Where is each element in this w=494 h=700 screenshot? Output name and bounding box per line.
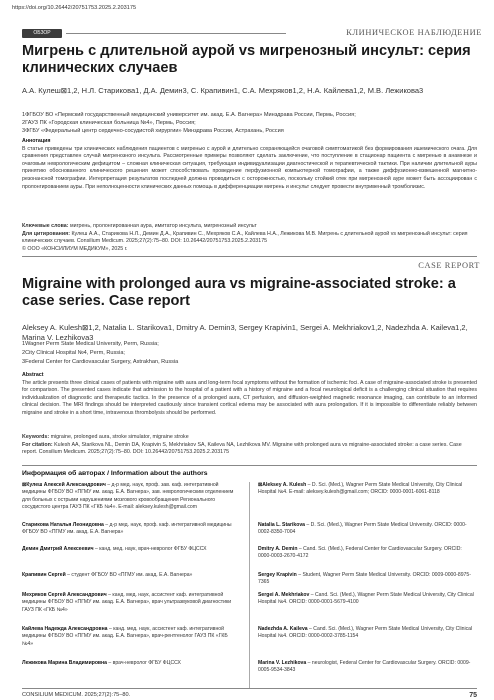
- keywords-ru-text: мигрень, пролонгированная аура, имитатор инсульта, мигренозный инсульт: [70, 223, 257, 229]
- section-header: [22, 27, 482, 41]
- author-info-ru: ⊠Кулеш Алексей Александрович – д-р мед. наук, проф. зав. каф. интегративной медицины ФГБОУ ВО «ПГМУ им. акад. Е.А. Вагнера», зав. неврологическим отделением для больных с острыми нарушениями мозгового кровообращения Регионального сосудистого центра ГАУЗ ПК «ГКБ №4». E-mail: aleksey.kulesh@gmail.com: [22, 482, 234, 510]
- doi-link[interactable]: https://doi.org/10.26442/20751753.2025.2.203175: [12, 5, 137, 11]
- citation-en-label: For citation:: [22, 441, 53, 448]
- section-label-en: CASE REPORT: [418, 261, 480, 270]
- affiliations-en: [22, 340, 477, 367]
- author-info-ru: Кайлева Надежда Александровна – канд. мед. наук, ассистент каф. интегративной медицины ФГБОУ ВО «ПГМУ им. акад. Е.А. Вагнера», врач-рентгенолог ГАУЗ ПК «ГКБ №4»: [22, 626, 228, 647]
- author-info-en: Dmitry A. Demin – Cand. Sci. (Med.), Federal Center for Cardiovascular Surgery. ORCID: 0000-0003-2670-4172: [258, 546, 462, 560]
- affiliation-ru-2: 2ГАУЗ ПК «Городская клиническая больница №4», Пермь, Россия;: [22, 120, 196, 127]
- authors-ru: А.А. Кулеш⊠1,2, Н.Л. Старикова1, Д.А. Демин3, С. Крапивин1, С.А. Мехряков1,2, Н.А. Кайлева1,2, М.В. Лежикова3: [22, 86, 424, 95]
- keywords-en-text: migraine, prolonged aura, stroke simulator, migraine stroke: [50, 434, 189, 440]
- affiliation-en-2: 2City Clinical Hospital №4, Perm, Russia;: [22, 350, 125, 356]
- author-info-ru: Мехряков Сергей Александрович – канд. мед. наук, ассистент каф. интегративной медицины ФГБОУ ВО «ПГМУ им. акад. Е.А. Вагнера», врач ультразвуковой диагностики ГАУЗ ПК «ГКБ №4»: [22, 592, 232, 613]
- abstract-en: [22, 372, 477, 418]
- author-info-en: Nadezhda A. Kaileva – Cand. Sci. (Med.), Wagner Perm State Medical University, City Clinical Hospital №4. ORCID: 0000-0002-3785-1154: [258, 626, 473, 640]
- author-info-en: ⊠Aleksey A. Kulesh – D. Sci. (Med.), Wagner Perm State Medical University, City Clinical Hospital №4. E-mail: aleksey.kulesh@gmail.com; ORCID: 0000-0001-6061-8118: [258, 482, 463, 496]
- citation-en-text: Kulesh AA, Starikova NL, Demin DA, Krapivin S, Mekhriakov SA, Kaileva NA, Lezhikova MV. Migraine with prolonged aura vs migraine-associated stroke: a case series. Case report. Consilium Medicum. 2025;27(2):75–80. DOI: 10.26442/20751753.2025.2.203175: [22, 441, 462, 455]
- affiliations-ru: [22, 111, 477, 136]
- section-label-ru: КЛИНИЧЕСКОЕ НАБЛЮДЕНИЕ: [346, 28, 482, 37]
- citation-ru-label: Для цитирования:: [22, 230, 70, 237]
- author-info-en: Marina V. Lezhikova – neurologist, Federal Center for Cardiovascular Surgery. ORCID: 0009-0005-9534-3843: [258, 660, 471, 674]
- footer-journal: CONSILIUM MEDICUM. 2025;27(2):75–80.: [22, 692, 131, 698]
- keywords-en-label: Keywords:: [22, 434, 50, 440]
- abstract-en-text: The article presents three clinical cases of patients with migraine with aura and long-term focal symptoms without the formation of ischemic foci. A case of migraine-associated stroke is presented for comparison. The presented cases indicate that admission to the hospital of a patient with a history of migraine and a focal neurological deficit is a challenging clinical situation that requires individualization of diagnostic and therapeutic tactics. In the presence of a prolonged aura, CT perfusion, and diffusion-weighted magnetic resonance imaging, can contribute to an informed clinical decision. The MRI findings should be interpreted cautiously since transient cortical edema may be associated with aura prolongation. If it is impossible to differentiate reliably between migraine and stroke in a short time, intravenous thrombolysis should be performed.: [22, 379, 477, 416]
- author-info-ru: Крапивин Сергей – студент ФГБОУ ВО «ПГМУ им. акад. Е.А. Вагнера»: [22, 572, 193, 578]
- keywords-ru: [22, 223, 477, 253]
- keywords-en: [22, 434, 477, 457]
- keywords-ru-label: Ключевые слова:: [22, 223, 69, 229]
- affiliation-en-3: 3Federal Center for Cardiovascular Surgery, Astrakhan, Russia: [22, 359, 179, 365]
- abstract-en-label: Abstract: [22, 372, 44, 378]
- language-divider: [22, 256, 477, 257]
- article-title-ru: Мигрень с длительной аурой vs мигренозный инсульт: серия клинических случаев: [22, 43, 471, 76]
- author-info-en: Sergey Krapivin – Student, Wagner Perm State Medical University. ORCID: 0009-0000-8975-7365: [258, 572, 471, 586]
- article-title-en: Migraine with prolonged aura vs migraine-associated stroke: a case series. Case report: [22, 276, 456, 309]
- author-info-title: Информация об авторах / Information about the authors: [22, 465, 477, 477]
- author-info-en: Natalia L. Starikova – D. Sci. (Med.), Wagner Perm State Medical University. ORCID: 0000-0002-8350-7004: [258, 522, 467, 536]
- abstract-ru-text: В статье приведены три клинических наблюдения пациентов с мигренью с аурой и длительно сохраняющейся очаговой симптоматикой без формирования ишемического очага. Для сравнения представлен случай мигренозного инсульта. Рассмотренные примеры позволяют сделать заключение, что поступление в стационар пациента с мигренью в анамнезе и очаговым неврологическим дефицитом – сложная клиническая ситуация, требующая индивидуализации диагностической и терапевтической тактики. При наличии длительной ауры принятию обоснованного клинического решения может способствовать проведение перфузионной компьютерной томографии, а также диффузионно-взвешенной магнитно-резонансной томографии. Интерпретация результатов последней должна проводиться с осторожностью, поскольку стойкий отек при мигренозной ауре может быть ассоциирован с пролонгированием ауры. При неполноценности клинических данных помощь в дифференциации мигрень и инсульт следует провести внутривенный тромболизис.: [22, 145, 477, 190]
- citation-ru-text: Кулеш А.А., Старикова Н.Л., Демин Д.А., Крапивин С., Мехряков С.А., Кайлева Н.А., Лежикова М.В. Мигрень с длительной аурой vs мигренозный инсульт: серия клинических случаев. Consilium Medicum. 2025;27(2):75–80. DOI: 10.26442/20751753.2025.2.203175: [22, 230, 468, 244]
- abstract-ru: [22, 138, 477, 191]
- column-divider: [249, 482, 250, 688]
- author-info-ru: Лежикова Марина Владимировна – врач-невролог ФГБУ ФЦССХ: [22, 660, 181, 666]
- author-info-ru: Демин Дмитрий Алексеевич – канд. мед. наук, врач-невролог ФГБУ ФЦССХ: [22, 546, 207, 552]
- author-info-ru: Старикова Наталья Леонидовна – д-р мед. наук, проф. каф. интегративной медицины ФГБОУ ВО «ПГМУ им. акад. Е.А. Вагнера»: [22, 522, 232, 536]
- affiliation-en-1: 1Wagner Perm State Medical University, Perm, Russia;: [22, 341, 159, 347]
- abstract-ru-label: Аннотация: [22, 138, 51, 144]
- author-info-en: Sergei A. Mekhriakov – Cand. Sci. (Med.), Wagner Perm State Medical University, City Clinical Hospital №4. ORCID: 0000-0001-5679-4100: [258, 592, 474, 606]
- copyright: © ООО «КОНСИЛИУМ МЕДИКУМ», 2025 г.: [22, 245, 128, 252]
- affiliation-ru-3: 3ФГБУ «Федеральный центр сердечно-сосудистой хирургии» Минздрава России, Астрахань, Россия: [22, 128, 284, 135]
- journal-badge: ОБЗОР: [22, 29, 62, 38]
- affiliation-ru-1: 1ФГБОУ ВО «Пермский государственный медицинский университет им. акад. Е.А. Вагнера» Минздрава России, Пермь, Россия;: [22, 112, 356, 118]
- header-rule: [66, 33, 286, 34]
- page-number: 75: [469, 692, 477, 699]
- page-footer: [22, 688, 477, 698]
- authors-en: Aleksey A. Kulesh⊠1,2, Natalia L. Starikova1, Dmitry A. Demin3, Sergey Krapivin1, Sergei A. Mekhriakov1,2, Nadezhda A. Kaileva1,2, Marina V. Lezhikova3: [22, 323, 468, 342]
